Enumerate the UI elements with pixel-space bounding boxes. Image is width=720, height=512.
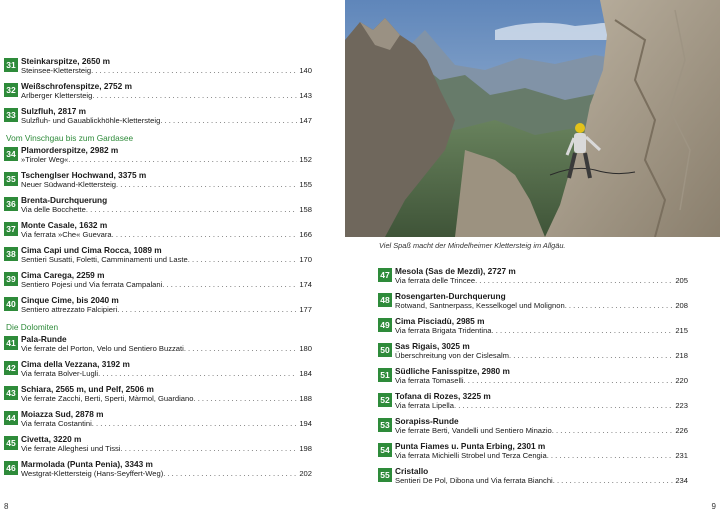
route-name: Vie ferrate Berti, Vandelli und Sentiero Minazio: [395, 426, 552, 435]
page-number-left: 8: [4, 502, 9, 511]
toc-entry: [4, 409, 312, 434]
page-reference: 215: [675, 326, 688, 335]
page-reference: 166: [299, 230, 312, 239]
entry-text: [395, 366, 688, 385]
route-line: [395, 476, 688, 485]
toc-entry: [378, 416, 688, 441]
entry-text: [21, 195, 312, 214]
route-line: [21, 394, 312, 403]
page-reference: 223: [675, 401, 688, 410]
route-line: [21, 91, 312, 100]
tour-title: Schiara, 2565 m, und Pelf, 2506 m: [21, 384, 154, 394]
toc-entry: [378, 366, 688, 391]
entry-text: [395, 441, 688, 460]
route-line: [395, 426, 688, 435]
page-reference: 147: [299, 116, 312, 125]
toc-entry: [4, 434, 312, 459]
page-reference: 234: [675, 476, 688, 485]
route-name: Via ferrata delle Trincee: [395, 276, 476, 285]
route-name: Via delle Bocchette: [21, 205, 86, 214]
page-reference: 198: [299, 444, 312, 453]
dot-leader: [547, 451, 674, 460]
tour-title: Südliche Fanisspitze, 2980 m: [395, 366, 510, 376]
route-line: [395, 401, 688, 410]
page-reference: 218: [675, 351, 688, 360]
page-reference: 177: [299, 305, 312, 314]
entry-text: [395, 316, 688, 335]
section-heading: Vom Vinschgau bis zum Gardasee: [6, 133, 134, 143]
toc-entry: [4, 270, 312, 295]
toc-entry: [4, 220, 312, 245]
tour-number-badge: 49: [378, 318, 392, 332]
toc-entry: [4, 170, 312, 195]
toc-entry: [4, 245, 312, 270]
route-name: Westgrat-Klettersteig (Hans-Seyffert-Weg): [21, 469, 164, 478]
route-name: Via ferrata Lipella: [395, 401, 454, 410]
entry-text: [21, 245, 312, 264]
tour-number-badge: 40: [4, 297, 18, 311]
toc-entry: [378, 466, 688, 491]
entry-text: [21, 81, 312, 100]
route-line: [21, 280, 312, 289]
page-reference: 140: [299, 66, 312, 75]
tour-number-badge: 36: [4, 197, 18, 211]
tour-title: Sulzfluh, 2817 m: [21, 106, 87, 116]
entry-text: [21, 56, 312, 75]
route-name: Sulzfluh- und Gauablickhöhle-Klettersteig: [21, 116, 161, 125]
route-name: Via ferrata Tomaselli: [395, 376, 464, 385]
toc-entry: [378, 291, 688, 316]
route-line: [395, 326, 688, 335]
route-line: [21, 66, 312, 75]
route-name: Via ferrata »Che« Guevara: [21, 230, 112, 239]
route-name: Sentiero Pojesi und Via ferrata Campalani: [21, 280, 163, 289]
page-reference: 152: [299, 155, 312, 164]
dot-leader: [98, 369, 297, 378]
route-line: [395, 451, 688, 460]
dot-leader: [117, 305, 297, 314]
dot-leader: [92, 419, 298, 428]
toc-entry: [378, 341, 688, 366]
page-reference: 155: [299, 180, 312, 189]
entry-text: [21, 434, 312, 453]
tour-number-badge: 51: [378, 368, 392, 382]
route-name: Vie ferrate Zacchi, Berti, Sperti, Màrmol, Guardiano: [21, 394, 194, 403]
route-name: Steinsee-Klettersteig: [21, 66, 92, 75]
dot-leader: [120, 444, 297, 453]
tour-title: Cinque Cime, bis 2040 m: [21, 295, 119, 305]
tour-number-badge: 32: [4, 83, 18, 97]
route-name: »Tiroler Weg«: [21, 155, 69, 164]
tour-number-badge: 34: [4, 147, 18, 161]
toc-entry: [4, 459, 312, 484]
route-line: [21, 180, 312, 189]
tour-title: Plamorderspitze, 2982 m: [21, 145, 119, 155]
dot-leader: [492, 326, 674, 335]
toc-right-column: [378, 266, 688, 491]
page-reference: 220: [675, 376, 688, 385]
climber-photo: [345, 0, 720, 237]
dot-leader: [160, 116, 297, 125]
via-ferrata-photo-illustration: [345, 0, 720, 237]
entry-text: [21, 334, 312, 353]
route-line: [21, 205, 312, 214]
dot-leader: [464, 376, 674, 385]
dot-leader: [565, 301, 674, 310]
tour-number-badge: 42: [4, 361, 18, 375]
route-name: Arlberger Klettersteig: [21, 91, 93, 100]
photo-caption: Viel Spaß macht der Mindelheimer Klettersteig im Allgäu.: [379, 241, 566, 250]
entry-text: [21, 145, 312, 164]
entry-text: [21, 359, 312, 378]
dot-leader: [475, 276, 673, 285]
page-reference: 180: [299, 344, 312, 353]
route-name: Vie ferrate Alleghesi und Tissi: [21, 444, 121, 453]
route-line: [395, 301, 688, 310]
toc-entry: [4, 359, 312, 384]
dot-leader: [91, 66, 297, 75]
route-line: [21, 255, 312, 264]
dot-leader: [116, 180, 297, 189]
route-name: Überschreitung von der Cislesalm: [395, 351, 509, 360]
toc-entry: [378, 391, 688, 416]
page-reference: 170: [299, 255, 312, 264]
tour-title: Pala-Runde: [21, 334, 67, 344]
tour-title: Mesola (Sas de Mezdì), 2727 m: [395, 266, 516, 276]
entry-text: [395, 466, 688, 485]
route-name: Via ferrata Costantini: [21, 419, 92, 428]
route-line: [21, 305, 312, 314]
route-line: [395, 276, 688, 285]
tour-number-badge: 50: [378, 343, 392, 357]
dot-leader: [552, 426, 674, 435]
page-reference: 184: [299, 369, 312, 378]
tour-number-badge: 45: [4, 436, 18, 450]
tour-number-badge: 39: [4, 272, 18, 286]
tour-number-badge: 38: [4, 247, 18, 261]
dot-leader: [553, 476, 674, 485]
route-line: [21, 116, 312, 125]
page-reference: 174: [299, 280, 312, 289]
tour-number-badge: 46: [4, 461, 18, 475]
entry-text: [21, 170, 312, 189]
tour-title: Cima della Vezzana, 3192 m: [21, 359, 130, 369]
page-reference: 231: [675, 451, 688, 460]
tour-number-badge: 43: [4, 386, 18, 400]
dot-leader: [68, 155, 297, 164]
entry-text: [395, 291, 688, 310]
route-line: [395, 376, 688, 385]
tour-number-badge: 55: [378, 468, 392, 482]
route-line: [21, 469, 312, 478]
tour-number-badge: 44: [4, 411, 18, 425]
tour-title: Marmolada (Punta Penia), 3343 m: [21, 459, 153, 469]
entry-text: [21, 270, 312, 289]
toc-entry: [4, 106, 312, 131]
route-line: [21, 419, 312, 428]
entry-text: [395, 391, 688, 410]
tour-title: Rosengarten-Durchquerung: [395, 291, 506, 301]
route-name: Sentieri Susatti, Foletti, Camminamenti und Laste: [21, 255, 188, 264]
route-name: Via ferrata Bolver-Lugli: [21, 369, 99, 378]
tour-title: Brenta-Durchquerung: [21, 195, 108, 205]
route-name: Sentiero attrezzato Falcipieri: [21, 305, 118, 314]
tour-number-badge: 37: [4, 222, 18, 236]
page-reference: 158: [299, 205, 312, 214]
route-line: [21, 344, 312, 353]
route-line: [21, 369, 312, 378]
dot-leader: [86, 205, 297, 214]
toc-entry: [378, 266, 688, 291]
tour-title: Steinkarspitze, 2650 m: [21, 56, 111, 66]
dot-leader: [92, 91, 297, 100]
tour-title: Cima Pisciadù, 2985 m: [395, 316, 485, 326]
page-reference: 188: [299, 394, 312, 403]
toc-entry: [4, 334, 312, 359]
entry-text: [21, 106, 312, 125]
route-line: [21, 155, 312, 164]
page-reference: 202: [299, 469, 312, 478]
dot-leader: [188, 255, 298, 264]
route-name: Via ferrata Michielli Strobel und Terza Cengia: [395, 451, 547, 460]
route-name: Vie ferrate del Porton, Velo und Sentiero Buzzati: [21, 344, 184, 353]
tour-number-badge: 54: [378, 443, 392, 457]
tour-title: Sas Rigais, 3025 m: [395, 341, 470, 351]
tour-number-badge: 47: [378, 268, 392, 282]
tour-title: Civetta, 3220 m: [21, 434, 82, 444]
toc-entry: [4, 295, 312, 320]
tour-number-badge: 33: [4, 108, 18, 122]
page-reference: 205: [675, 276, 688, 285]
tour-title: Tschenglser Hochwand, 3375 m: [21, 170, 147, 180]
tour-title: Cristallo: [395, 466, 429, 476]
entry-text: [21, 295, 312, 314]
page-reference: 208: [675, 301, 688, 310]
dot-leader: [112, 230, 298, 239]
entry-text: [395, 341, 688, 360]
route-name: Via ferrata Brigata Tridentina: [395, 326, 492, 335]
dot-leader: [162, 280, 297, 289]
dot-leader: [509, 351, 673, 360]
tour-title: Cima Carega, 2259 m: [21, 270, 105, 280]
section-heading: Die Dolomiten: [6, 322, 59, 332]
dot-leader: [184, 344, 298, 353]
route-name: Sentieri De Pol, Dibona und Via ferrata Bianchi: [395, 476, 553, 485]
tour-number-badge: 52: [378, 393, 392, 407]
entry-text: [21, 384, 312, 403]
entry-text: [21, 459, 312, 478]
entry-text: [21, 409, 312, 428]
toc-entry: [4, 81, 312, 106]
toc-entry: [4, 384, 312, 409]
page-number-right: 9: [711, 502, 716, 511]
tour-number-badge: 31: [4, 58, 18, 72]
tour-title: Weißschrofenspitze, 2752 m: [21, 81, 132, 91]
dot-leader: [454, 401, 673, 410]
entry-text: [395, 266, 688, 285]
tour-number-badge: 48: [378, 293, 392, 307]
tour-title: Sorapiss-Runde: [395, 416, 459, 426]
tour-number-badge: 53: [378, 418, 392, 432]
toc-entry: [4, 195, 312, 220]
toc-left-column: [4, 56, 312, 484]
tour-title: Cima Capi und Cima Rocca, 1089 m: [21, 245, 162, 255]
entry-text: [21, 220, 312, 239]
toc-entry: [378, 441, 688, 466]
tour-title: Punta Fiames u. Punta Erbing, 2301 m: [395, 441, 546, 451]
tour-title: Monte Casale, 1632 m: [21, 220, 108, 230]
page-reference: 143: [299, 91, 312, 100]
dot-leader: [193, 394, 297, 403]
dot-leader: [163, 469, 297, 478]
tour-number-badge: 41: [4, 336, 18, 350]
route-line: [21, 230, 312, 239]
toc-entry: [378, 316, 688, 341]
toc-entry: [4, 145, 312, 170]
route-name: Rotwand, Santnerpass, Kesselkogel und Molignon: [395, 301, 565, 310]
route-line: [21, 444, 312, 453]
tour-title: Moiazza Sud, 2878 m: [21, 409, 104, 419]
route-name: Neuer Südwand-Klettersteig: [21, 180, 116, 189]
toc-entry: [4, 56, 312, 81]
tour-number-badge: 35: [4, 172, 18, 186]
page-reference: 194: [299, 419, 312, 428]
tour-title: Tofana di Rozes, 3225 m: [395, 391, 491, 401]
page-reference: 226: [675, 426, 688, 435]
route-line: [395, 351, 688, 360]
entry-text: [395, 416, 688, 435]
